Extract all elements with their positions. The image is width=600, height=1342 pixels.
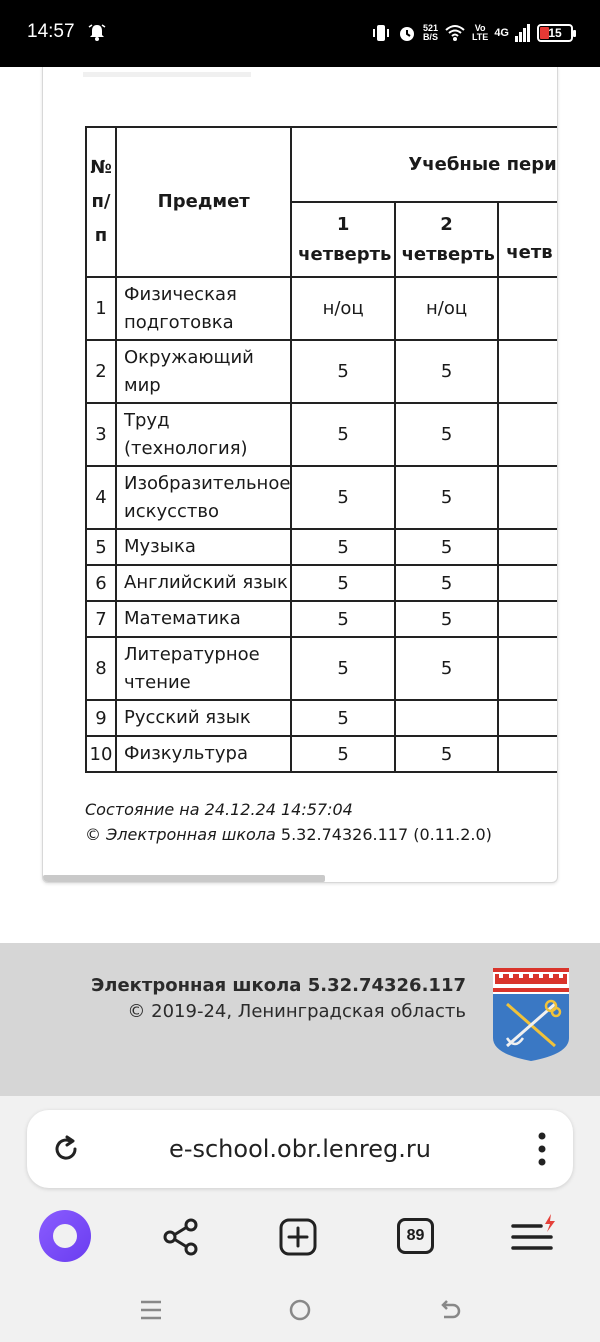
row-subject: Физкультура	[116, 736, 291, 772]
share-icon[interactable]	[162, 1218, 200, 1256]
network-type: 4G	[494, 26, 509, 39]
table-row	[86, 700, 558, 736]
status-bar	[0, 0, 600, 67]
table-row	[86, 340, 558, 403]
table-row	[86, 637, 558, 700]
table-row	[86, 466, 558, 529]
net-speed	[423, 24, 438, 42]
row-num: 7	[86, 601, 116, 637]
row-q2-grade: 5	[395, 403, 498, 466]
row-q1-grade: 5	[291, 736, 394, 772]
table-row	[86, 403, 558, 466]
home-icon[interactable]	[288, 1298, 312, 1322]
app-version-note	[85, 825, 492, 844]
table-row	[86, 277, 558, 340]
row-q3-grade	[498, 277, 557, 340]
card-top-strip	[83, 72, 251, 77]
row-q1-grade: 5	[291, 466, 394, 529]
row-q2-grade: 5	[395, 340, 498, 403]
row-subject: Русский язык	[116, 700, 291, 736]
header-q3-label: четв	[506, 242, 553, 263]
row-q1-grade: 5	[291, 601, 394, 637]
system-navigation-bar	[0, 1285, 600, 1342]
header-q1-label: 1 четверть	[298, 213, 392, 265]
grades-table	[85, 126, 558, 773]
row-q3-grade	[498, 637, 557, 700]
row-q3-grade	[498, 565, 557, 601]
leningrad-region-coat-of-arms-icon	[493, 968, 569, 1061]
row-num: 8	[86, 637, 116, 700]
row-q3-grade	[498, 340, 557, 403]
row-q1-grade: 5	[291, 565, 394, 601]
new-tab-icon[interactable]	[279, 1218, 317, 1256]
address-bar[interactable]	[27, 1110, 573, 1188]
row-q1-grade: 5	[291, 700, 394, 736]
vibrate-icon	[371, 23, 391, 43]
table-row	[86, 529, 558, 565]
volte-bottom: LTE	[471, 32, 489, 42]
row-q3-grade	[498, 466, 557, 529]
header-subject-label: Предмет	[157, 191, 250, 212]
status-icons	[371, 18, 573, 48]
row-q1-grade: 5	[291, 637, 394, 700]
volte-top: Vo	[474, 23, 486, 33]
back-icon[interactable]	[438, 1298, 462, 1322]
menu-icon[interactable]	[511, 1214, 559, 1256]
row-q2-grade: 5	[395, 466, 498, 529]
footer-title: Электронная школа 5.32.74326.117	[91, 975, 466, 996]
more-options-icon[interactable]	[537, 1131, 547, 1167]
table-row	[86, 565, 558, 601]
state-timestamp: Состояние на 24.12.24 14:57:04	[85, 800, 353, 819]
header-q2-label: 2 четверть	[401, 213, 495, 265]
site-footer	[0, 943, 600, 1096]
row-subject: Труд (технология)	[116, 403, 291, 466]
row-q2-grade: н/оц	[395, 277, 498, 340]
status-time: 14:57	[27, 21, 75, 42]
row-q1-grade: 5	[291, 340, 394, 403]
alarm-clock-icon	[397, 23, 417, 43]
row-q1-grade: 5	[291, 529, 394, 565]
row-num: 2	[86, 340, 116, 403]
row-num: 3	[86, 403, 116, 466]
app-version: 5.32.74326.117 (0.11.2.0)	[275, 825, 492, 844]
row-q2-grade: 5	[395, 529, 498, 565]
header-num-label: № п/п	[90, 157, 112, 246]
header-periods-label: Учебные пери	[408, 154, 557, 175]
alarm-bell-icon	[87, 22, 107, 42]
row-q3-grade	[498, 700, 557, 736]
app-name: Электронная школа	[106, 825, 276, 844]
wifi-icon	[444, 23, 466, 43]
row-q2-grade: 5	[395, 565, 498, 601]
net-speed-unit: B/S	[422, 32, 438, 42]
row-q1-grade: н/оц	[291, 277, 394, 340]
recent-apps-icon[interactable]	[139, 1298, 163, 1322]
row-q2-grade: 5	[395, 637, 498, 700]
table-row	[86, 736, 558, 772]
header-q1	[291, 202, 394, 277]
alice-assistant-button[interactable]	[39, 1210, 91, 1262]
header-periods	[291, 127, 557, 202]
row-num: 1	[86, 277, 116, 340]
row-q3-grade	[498, 403, 557, 466]
net-speed-value: 521	[422, 23, 438, 33]
footer-copyright: © 2019-24, Ленинградская область	[127, 1001, 466, 1022]
horizontal-scrollbar[interactable]	[43, 875, 325, 882]
table-row	[86, 601, 558, 637]
row-q2-grade: 5	[395, 736, 498, 772]
header-q2	[395, 202, 498, 277]
battery-indicator	[537, 24, 573, 42]
row-num: 10	[86, 736, 116, 772]
row-subject: Музыка	[116, 529, 291, 565]
header-q3	[498, 202, 557, 277]
row-num: 9	[86, 700, 116, 736]
row-q1-grade: 5	[291, 403, 394, 466]
row-subject: Физическая подготовка	[116, 277, 291, 340]
header-num	[86, 127, 116, 277]
row-q3-grade	[498, 736, 557, 772]
row-subject: Окружающий мир	[116, 340, 291, 403]
row-subject: Английский язык	[116, 565, 291, 601]
volte-indicator	[472, 24, 488, 42]
row-num: 5	[86, 529, 116, 565]
row-num: 4	[86, 466, 116, 529]
row-q2-grade	[395, 700, 498, 736]
battery-percent: 15	[548, 26, 562, 40]
signal-icon	[515, 24, 531, 42]
row-subject: Изобразительное искусство	[116, 466, 291, 529]
url-text[interactable]: e-school.obr.lenreg.ru	[169, 1135, 431, 1163]
row-q2-grade: 5	[395, 601, 498, 637]
copyright-sign: ©	[85, 825, 107, 844]
row-q3-grade	[498, 601, 557, 637]
tabs-counter-button[interactable]: 89	[397, 1218, 434, 1254]
report-card	[42, 67, 558, 883]
row-q3-grade	[498, 529, 557, 565]
row-num: 6	[86, 565, 116, 601]
row-subject: Литературное чтение	[116, 637, 291, 700]
row-subject: Математика	[116, 601, 291, 637]
header-subject	[116, 127, 291, 277]
